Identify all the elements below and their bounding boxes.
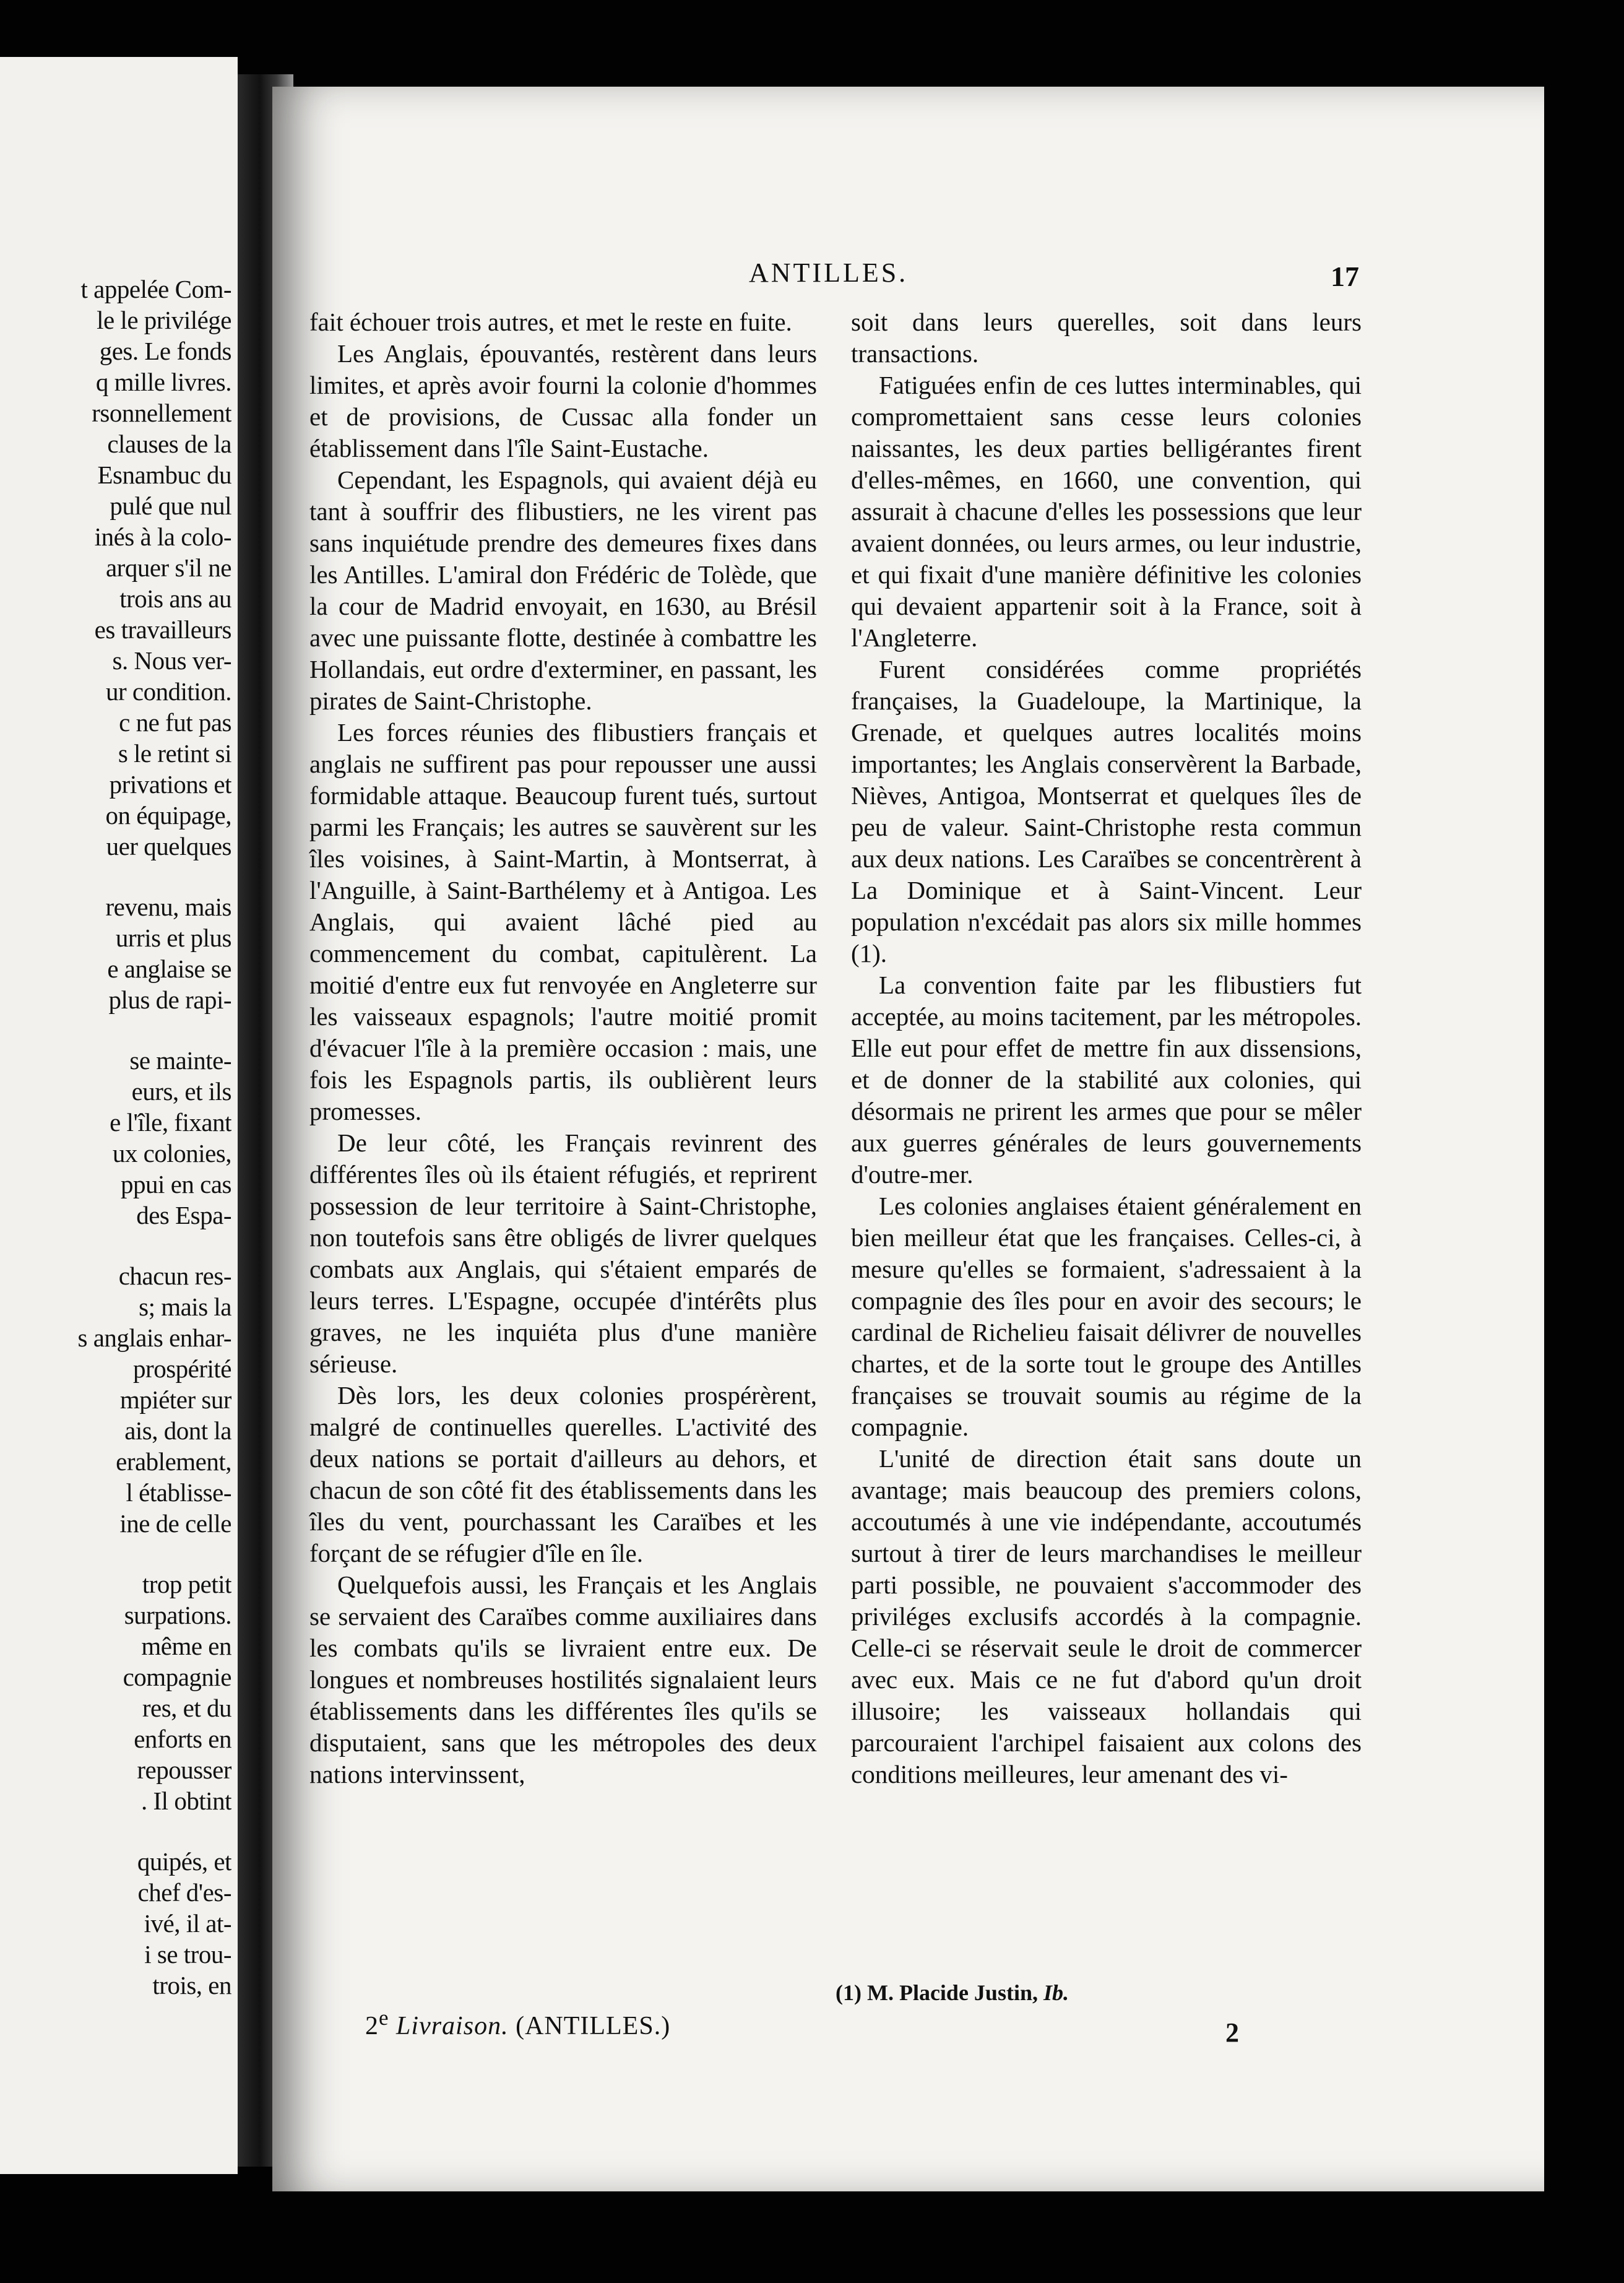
paragraph: soit dans leurs querelles, soit dans leurs transactions. bbox=[851, 308, 1362, 368]
previous-page-line: s; mais la bbox=[139, 1293, 231, 1321]
signature-number: 2 bbox=[365, 2012, 379, 2040]
previous-page-line: des Espa- bbox=[136, 1201, 231, 1229]
previous-page-line bbox=[0, 1539, 231, 1569]
previous-page-line: . Il obtint bbox=[141, 1787, 231, 1815]
previous-page-line: eurs, et ils bbox=[131, 1077, 231, 1106]
paragraph: Les Anglais, épouvantés, restèrent dans leurs limites, et après avoir fourni la colonie d'hommes et de provisions, de Cussac alla fonder un établissement dans l'île Saint-Eustache. bbox=[309, 339, 817, 462]
previous-page-line: c ne fut pas bbox=[119, 708, 231, 737]
previous-page-line bbox=[0, 862, 231, 891]
footnote bbox=[836, 1980, 1069, 2006]
previous-page-line: chacun res- bbox=[118, 1262, 231, 1290]
previous-page-line: es travailleurs bbox=[94, 615, 231, 644]
previous-page-line: privations et bbox=[109, 770, 231, 799]
previous-page-line: urris et plus bbox=[115, 924, 231, 952]
previous-page-text bbox=[0, 274, 231, 2001]
previous-page-line: revenu, mais bbox=[105, 893, 231, 921]
previous-page-line: quipés, et bbox=[137, 1847, 231, 1876]
paragraph: L'unité de direction était sans doute un avantage; mais beaucoup des premiers colons, accoutumés à une vie indépendante, accoutumés surtout à tirer de leurs marchandises le meilleur parti possible, ne pouvaient s'accommoder des priviléges exclusifs accordés à la compagnie. Celle-ci se réservait seule le droit de commercer avec eux. Mais ce ne fut d'abord qu'un droit illusoire; les vaisseaux hollandais qui parcouraient l'archipel faisaient aux colons des conditions meilleures, leur amenant des vi- bbox=[851, 1444, 1362, 1788]
previous-page-line: arquer s'il ne bbox=[105, 553, 231, 582]
previous-page-line: prospérité bbox=[133, 1354, 231, 1383]
previous-page-line: surpations. bbox=[124, 1601, 231, 1629]
previous-page-line: rsonnellement bbox=[92, 399, 231, 427]
previous-page-line: Esnambuc du bbox=[97, 461, 231, 489]
previous-page-line: mpiéter sur bbox=[119, 1385, 231, 1414]
previous-page-line: s anglais enhar- bbox=[77, 1323, 231, 1352]
previous-page-line: ais, dont la bbox=[124, 1416, 231, 1445]
previous-page-line: compagnie bbox=[123, 1663, 231, 1691]
previous-page-line: i se trou- bbox=[144, 1940, 231, 1969]
paragraph: La convention faite par les flibustiers fut acceptée, au moins tacitement, par les métropoles. Elle eut pour effet de mettre fin aux dissensions, et de donner de la stabilité aux colonies, qui désormais ne prirent les armes que pour se mêler aux guerres générales de leurs gouvernements d'outre-mer. bbox=[851, 971, 1362, 1189]
signature-mark bbox=[365, 2006, 670, 2041]
running-head: ANTILLES. bbox=[749, 258, 909, 288]
previous-page-line: ivé, il at- bbox=[144, 1909, 231, 1938]
previous-page-line: s. Nous ver- bbox=[112, 646, 231, 675]
previous-page-line: chef d'es- bbox=[137, 1878, 231, 1907]
previous-page-line: repousser bbox=[137, 1756, 231, 1784]
previous-page-line: l établisse- bbox=[126, 1478, 231, 1507]
paragraph: De leur côté, les Français revinrent des différentes îles où ils étaient réfugiés, et reprirent possession de leur territoire à Saint-Christophe, non toutefois sans être obligés de livrer quelques combats aux Anglais, qui s'étaient emparés de leurs terres. L'Espagne, occupée d'intérêts plus graves, ne les inquiéta plus d'une manière sérieuse. bbox=[309, 1129, 817, 1378]
paragraph: Cependant, les Espagnols, qui avaient déjà eu tant à souffrir des flibustiers, ne les virent pas sans inquiétude prendre des demeures fixes dans les Antilles. L'amiral don Frédéric de Tolède, que la cour de Madrid envoyait, en 1630, au Brésil avec une puissante flotte, destinée à combattre les Hollandais, eut ordre d'exterminer, en passant, les pirates de Saint-Christophe. bbox=[309, 466, 817, 715]
paragraph: Les forces réunies des flibustiers français et anglais ne suffirent pas pour repousser une aussi formidable attaque. Beaucoup furent tués, surtout parmi les Français; les autres se sauvèrent sur les îles voisines, à Saint-Martin, à Montserrat, à l'Anguille, à Saint-Barthélemy et à Antigoa. Les Anglais, qui avaient lâché pied au commencement du combat, capitulèrent. La moitié d'entre eux fut renvoyée en Angleterre sur les vaisseaux espagnols; l'autre moitié promit d'évacuer l'île à la première occasion : mais, une fois les Espagnols partis, ils oublièrent leurs promesses. bbox=[309, 718, 817, 1125]
signature-series: (ANTILLES.) bbox=[516, 2012, 671, 2040]
previous-page-line: plus de rapi- bbox=[108, 986, 231, 1014]
previous-page-line: pulé que nul bbox=[110, 492, 231, 520]
paragraph: fait échouer trois autres, et met le reste en fuite. bbox=[309, 308, 792, 336]
previous-page-fragment bbox=[0, 57, 238, 2174]
previous-page-line: enforts en bbox=[134, 1725, 231, 1753]
footnote-ref: Ib. bbox=[1043, 1980, 1069, 2005]
previous-page-line: ine de celle bbox=[119, 1509, 231, 1538]
previous-page-line bbox=[0, 1816, 231, 1846]
previous-page-line: s le retint si bbox=[118, 739, 231, 768]
page-number: 17 bbox=[1331, 261, 1359, 292]
footnote-mark: (1) bbox=[836, 1980, 862, 2005]
signature-sup: e bbox=[379, 2006, 389, 2030]
previous-page-line: uer quelques bbox=[106, 832, 231, 860]
paragraph: Fatiguées enfin de ces luttes interminables, qui compromettaient sans cesse leurs colonies naissantes, les deux parties belligérantes firent d'elles-mêmes, en 1660, une convention, qui assurait à chacune d'elles les possessions que leur avaient données, ou leurs armes, ou leur industrie, et qui fixait d'une manière définitive les colonies qui devaient appartenir soit à la France, soit à l'Angleterre. bbox=[851, 371, 1362, 652]
previous-page-line: trois, en bbox=[152, 1971, 231, 1999]
text-column-left bbox=[309, 306, 817, 1790]
footnote-author: M. Placide Justin, bbox=[866, 1980, 1038, 2005]
signature-livraison: Livraison. bbox=[396, 2012, 509, 2040]
previous-page-line bbox=[0, 1231, 231, 1260]
previous-page-line: erablement, bbox=[116, 1447, 231, 1476]
previous-page-line: clauses de la bbox=[107, 430, 231, 458]
previous-page-line: ux colonies, bbox=[112, 1139, 231, 1167]
previous-page-line: ges. Le fonds bbox=[99, 337, 231, 365]
previous-page-line bbox=[0, 1015, 231, 1045]
paragraph: Quelquefois aussi, les Français et les Anglais se servaient des Caraïbes comme auxiliaires dans les combats qu'ils se livraient entre eux. De longues et nombreuses hostilités signalaient leurs établissements dans les différentes îles qu'ils se disputaient, sans que les métropoles des deux nations intervinssent, bbox=[309, 1570, 817, 1788]
text-column-right bbox=[851, 306, 1362, 1790]
previous-page-line: q mille livres. bbox=[95, 368, 231, 396]
previous-page-line: e anglaise se bbox=[107, 955, 231, 983]
paragraph: Dès lors, les deux colonies prospérèrent, malgré de continuelles querelles. L'activité des deux nations se portait d'ailleurs au dehors, et chacun de son côté fit des établissements dans les îles du vent, pourchassant les Caraïbes et les forçant de se réfugier d'île en île. bbox=[309, 1381, 817, 1567]
previous-page-line: se mainte- bbox=[129, 1046, 231, 1075]
previous-page-line: trop petit bbox=[142, 1570, 231, 1598]
previous-page-line: ur condition. bbox=[105, 677, 231, 706]
previous-page-line: res, et du bbox=[142, 1694, 231, 1722]
previous-page-line: même en bbox=[141, 1632, 231, 1660]
previous-page-line: inés à la colo- bbox=[94, 522, 231, 551]
previous-page-line: ppui en cas bbox=[121, 1170, 231, 1198]
previous-page-line: t appelée Com- bbox=[80, 275, 231, 303]
previous-page-line: e l'île, fixant bbox=[110, 1108, 231, 1137]
paragraph: Furent considérées comme propriétés françaises, la Guadeloupe, la Martinique, la Grenade, et quelques autres localités moins importantes; les Anglais conservèrent la Barbade, Nièves, Antigoa, Montserrat et quelques îles de peu de valeur. Saint-Christophe resta commun aux deux nations. Les Caraïbes se concentrèrent à La Dominique et à Saint-Vincent. Leur population n'excédait pas alors six mille hommes (1). bbox=[851, 655, 1362, 968]
previous-page-line: on équipage, bbox=[105, 801, 231, 830]
previous-page-line: trois ans au bbox=[119, 584, 231, 613]
sheet-number: 2 bbox=[1225, 2017, 1239, 2048]
previous-page-line: le le privilége bbox=[97, 306, 231, 334]
paragraph: Les colonies anglaises étaient généralement en bien meilleur état que les françaises. Celles-ci, à mesure qu'elles se formaient, s'adressaient à la compagnie des îles pour en avoir des secours; le cardinal de Richelieu faisait délivrer de nouvelles chartes, et de la sorte tout le groupe des Antilles françaises se trouvait soumis au régime de la compagnie. bbox=[851, 1192, 1362, 1441]
